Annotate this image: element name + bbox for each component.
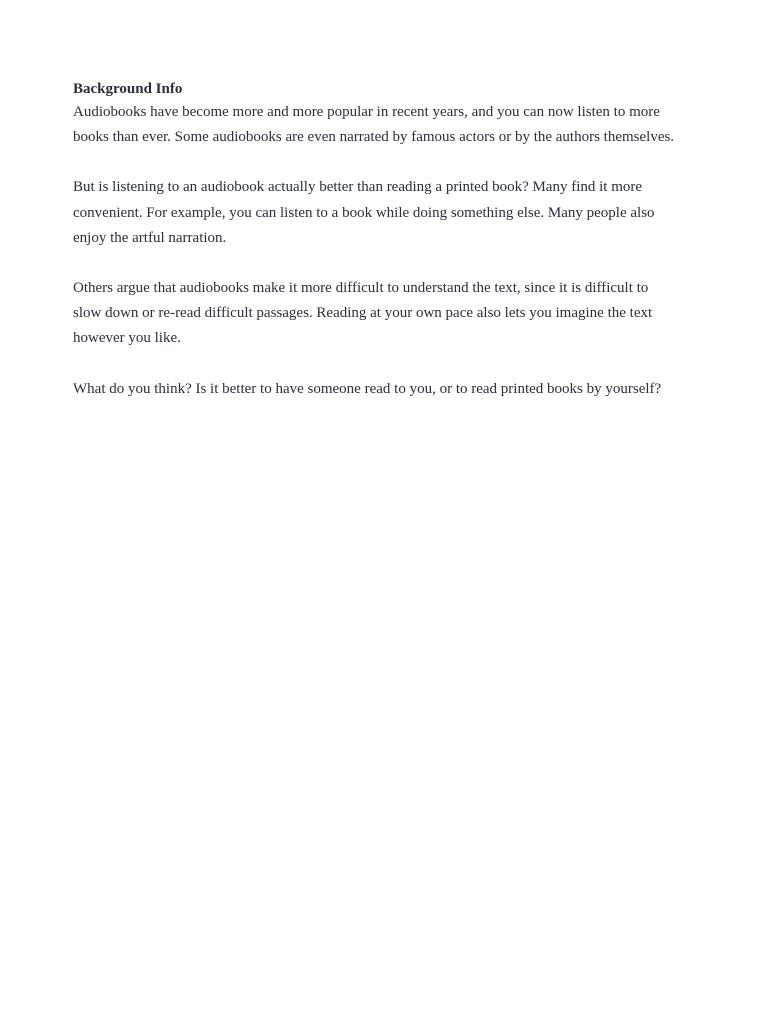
document-page [73, 78, 713, 427]
paragraph-line: What do you think? Is it better to have someone read to you, or to read printed books by yourself? [73, 380, 662, 397]
paragraph-line: books than ever. Some audiobooks are even narrated by famous actors or by the authors themselves. [73, 129, 675, 146]
paragraph-line: enjoy the artful narration. [73, 229, 227, 246]
paragraph-intro [73, 100, 713, 150]
paragraph-line: Audiobooks have become more and more popular in recent years, and you can now listen to more [73, 104, 660, 120]
paragraph-counterargument [73, 276, 713, 352]
paragraph-line: But is listening to an audiobook actually better than reading a printed book? Many find it more [73, 179, 643, 196]
paragraph-convenience [73, 175, 713, 251]
section-heading: Background Info [73, 81, 183, 97]
paragraph-line: convenient. For example, you can listen to a book while doing something else. Many people also [73, 204, 655, 221]
paragraph-question [73, 377, 713, 402]
paragraph-line: however you like. [73, 330, 181, 347]
paragraph-line: slow down or re-read difficult passages. Reading at your own pace also lets you imagine the text [73, 305, 653, 322]
paragraph-line: Others argue that audiobooks make it more difficult to understand the text, since it is difficult to [73, 280, 649, 297]
